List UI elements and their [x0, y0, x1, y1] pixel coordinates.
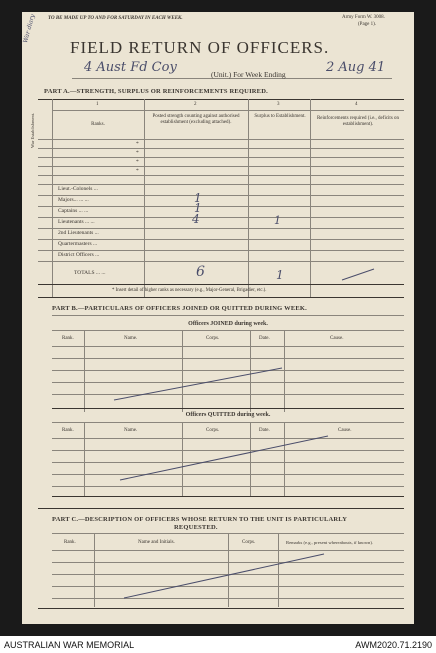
posted-value: 4 [192, 212, 200, 226]
archive-footer [0, 636, 436, 653]
part-c-col-corps: Corps. [242, 540, 256, 545]
col-number: 1 [96, 102, 99, 107]
rank-label: District Officers ... [58, 252, 100, 258]
posted-value: 1 [194, 201, 202, 215]
part-c-title-line2: REQUESTED. [174, 524, 218, 531]
rank-label: Lieut.-Colonels ... [58, 186, 98, 192]
part-b-title: PART B.—PARTICULARS OF OFFICERS JOINED OR QUITTED DURING WEEK. [52, 305, 308, 312]
quitted-col-rank: Rank. [62, 428, 74, 433]
totals-label: TOTALS ... ... [74, 270, 106, 276]
quitted-strike-line [118, 432, 338, 484]
archive-reference: AWM2020.71.2190 [355, 640, 432, 650]
footnote: * Insert detail of higher ranks as necessary (e.g., Major-General, Brigadier, etc.). [112, 288, 267, 293]
quitted-col-date: Date. [259, 428, 270, 433]
quitted-title: Officers QUITTED during week. [185, 412, 271, 418]
unit-name: 4 Aust Fd Coy [84, 60, 177, 75]
asterisk: * [136, 168, 139, 174]
quitted-col-cause: Cause. [338, 428, 352, 433]
joined-col-rank: Rank. [62, 336, 74, 341]
col-header-surplus: Surplus to Establishment. [254, 114, 306, 119]
archive-name: AUSTRALIAN WAR MEMORIAL [4, 640, 135, 650]
page-number: (Page 1). [358, 22, 377, 27]
form-title: FIELD RETURN OF OFFICERS. [70, 38, 330, 57]
posted-value: 1 [194, 191, 202, 205]
rank-label: Majors... ... ... [58, 197, 89, 203]
margin-note: War diary [22, 13, 37, 44]
col-number: 3 [277, 102, 280, 107]
joined-col-name: Name. [124, 336, 138, 341]
unit-label: (Unit.) For Week Ending [211, 70, 286, 79]
col-header-posted: Posted strength counting against authorised establishment (excluding attached). [152, 114, 240, 125]
total-posted: 6 [196, 264, 205, 280]
part-c-col-remarks: Remarks (e.g., present whereabouts, if known). [286, 540, 374, 545]
instruction-text: TO BE MADE UP TO AND FOR SATURDAY IN EACH WEEK. [48, 16, 183, 21]
form-sheet [22, 12, 414, 624]
col-header-ranks: Ranks. [91, 122, 105, 127]
reinforcements-strike [340, 266, 380, 282]
col-header-reinforcements: Reinforcements required (i.e., deficits on establishment). [316, 116, 400, 127]
joined-col-corps: Corps. [206, 336, 220, 341]
part-c-col-name: Name and Initials. [138, 540, 175, 545]
rank-label: Lieutenants ... ... [58, 219, 95, 225]
joined-title: Officers JOINED during week. [188, 321, 268, 327]
asterisk: * [136, 150, 139, 156]
quitted-col-corps: Corps. [206, 428, 220, 433]
form-number: Army Form W. 3008. [342, 15, 385, 20]
part-c-col-rank: Rank. [64, 540, 76, 545]
joined-strike-line [112, 364, 292, 404]
part-c-title: PART C.—DESCRIPTION OF OFFICERS WHOSE RETURN TO THE UNIT IS PARTICULARLY [52, 516, 348, 523]
rank-label: 2nd Lieutenants ... [58, 230, 99, 236]
col-number: 4 [355, 102, 358, 107]
joined-col-date: Date. [259, 336, 270, 341]
col-number: 2 [194, 102, 197, 107]
rank-label: Captains ... ... [58, 208, 89, 214]
surplus-value: 1 [274, 214, 281, 227]
rank-label: Quartermasters ... [58, 241, 98, 247]
part-a-title: PART A.—STRENGTH, SURPLUS OR REINFORCEMENTS REQUIRED. [44, 88, 268, 95]
part-c-strike-line [122, 550, 332, 602]
week-ending: 2 Aug 41 [326, 60, 386, 75]
quitted-col-name: Name. [124, 428, 138, 433]
total-surplus: 1 [276, 268, 284, 282]
war-establishment-label: War Establishment. [30, 112, 35, 148]
asterisk: * [136, 141, 139, 147]
joined-col-cause: Cause. [330, 336, 344, 341]
asterisk: * [136, 159, 139, 165]
